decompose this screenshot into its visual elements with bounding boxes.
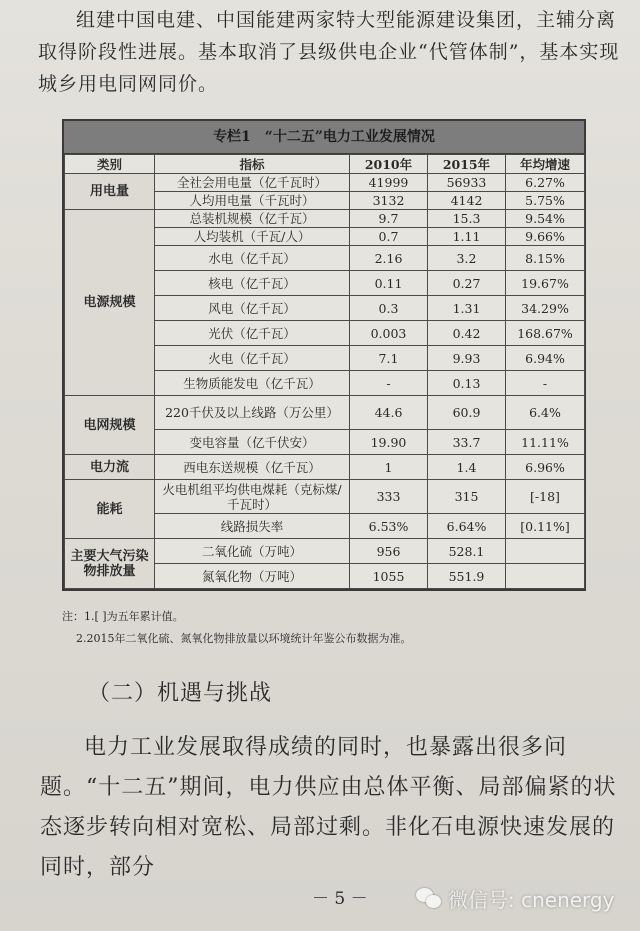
- value-2015: 528.1: [428, 539, 506, 564]
- value-2015: 56933: [428, 174, 506, 192]
- growth-cell: 11.11%: [506, 430, 585, 455]
- category-emissions: 主要大气污染物排放量: [65, 539, 155, 589]
- category-power-flow: 电力流: [65, 455, 155, 480]
- indicator-cell: 光伏（亿千瓦）: [155, 321, 350, 346]
- value-2010: 1: [350, 455, 428, 480]
- header-category: 类别: [65, 155, 155, 174]
- indicator-cell: 全社会用电量（亿千瓦时）: [155, 174, 350, 192]
- wechat-watermark: [416, 884, 614, 913]
- growth-cell: [0.11%]: [506, 514, 585, 539]
- table-row: [65, 455, 585, 480]
- category-electricity-use: 用电量: [65, 174, 155, 210]
- indicator-cell: 火电机组平均供电煤耗（克标煤/千瓦时）: [155, 480, 350, 514]
- growth-cell: -: [506, 371, 585, 396]
- data-table: [64, 154, 585, 589]
- table-notes: [62, 606, 412, 650]
- header-2015: 2015年: [428, 155, 506, 174]
- value-2010: 19.90: [350, 430, 428, 455]
- value-2015: 33.7: [428, 430, 506, 455]
- category-power-capacity: 电源规模: [65, 210, 155, 396]
- value-2010: 1055: [350, 564, 428, 589]
- value-2015: 6.64%: [428, 514, 506, 539]
- indicator-cell: 变电容量（亿千伏安）: [155, 430, 350, 455]
- table-row: [65, 174, 585, 192]
- indicator-cell: 二氧化硫（万吨）: [155, 539, 350, 564]
- growth-cell: 9.66%: [506, 228, 585, 246]
- power-industry-table: [62, 119, 586, 591]
- indicator-cell: 核电（亿千瓦）: [155, 271, 350, 296]
- value-2010: -: [350, 371, 428, 396]
- header-2010: 2010年: [350, 155, 428, 174]
- indicator-cell: 风电（亿千瓦）: [155, 296, 350, 321]
- table-row: [65, 480, 585, 514]
- value-2015: 551.9: [428, 564, 506, 589]
- indicator-cell: 火电（亿千瓦）: [155, 346, 350, 371]
- value-2015: 9.93: [428, 346, 506, 371]
- value-2010: 6.53%: [350, 514, 428, 539]
- value-2015: 0.13: [428, 371, 506, 396]
- value-2010: 333: [350, 480, 428, 514]
- growth-cell: [506, 539, 585, 564]
- indicator-cell: 生物质能发电（亿千瓦）: [155, 371, 350, 396]
- value-2010: 0.7: [350, 228, 428, 246]
- growth-cell: 34.29%: [506, 296, 585, 321]
- watermark-text: 微信号: cnenergy: [448, 888, 615, 912]
- page-number: － 5 －: [312, 889, 368, 909]
- indicator-cell: 220千伏及以上线路（万公里）: [155, 396, 350, 430]
- note-2: 2.2015年二氧化硫、氮氧化物排放量以环境统计年鉴公布数据为准。: [76, 632, 412, 645]
- growth-cell: 6.96%: [506, 455, 585, 480]
- growth-cell: 6.94%: [506, 346, 585, 371]
- value-2015: 0.42: [428, 321, 506, 346]
- value-2010: 956: [350, 539, 428, 564]
- value-2010: 7.1: [350, 346, 428, 371]
- table-title: 专栏1 “十二五”电力工业发展情况: [64, 121, 584, 154]
- value-2015: 60.9: [428, 396, 506, 430]
- indicator-cell: 氮氧化物（万吨）: [155, 564, 350, 589]
- growth-cell: 19.67%: [506, 271, 585, 296]
- value-2010: 0.3: [350, 296, 428, 321]
- value-2015: 0.27: [428, 271, 506, 296]
- wechat-icon: [416, 888, 442, 910]
- note-1: 注：1.[ ]为五年累计值。: [62, 610, 184, 623]
- body-paragraph: 电力工业发展取得成绩的同时，也暴露出很多问题。“十二五”期间，电力供应由总体平衡、局部偏紧的状态逐步转向相对宽松、局部过剩。非化石电源快速发展的同时，部分: [40, 735, 617, 880]
- growth-cell: 8.15%: [506, 246, 585, 271]
- header-growth: 年均增速: [506, 155, 585, 174]
- table-row: [65, 539, 585, 564]
- value-2010: 3132: [350, 192, 428, 210]
- value-2015: 1.31: [428, 296, 506, 321]
- value-2010: 0.11: [350, 271, 428, 296]
- growth-cell: 6.4%: [506, 396, 585, 430]
- growth-cell: 168.67%: [506, 321, 585, 346]
- value-2010: 44.6: [350, 396, 428, 430]
- growth-cell: [506, 564, 585, 589]
- value-2010: 9.7: [350, 210, 428, 228]
- growth-cell: [-18]: [506, 480, 585, 514]
- growth-cell: 9.54%: [506, 210, 585, 228]
- value-2015: 4142: [428, 192, 506, 210]
- table-row: [65, 396, 585, 430]
- table-row: [65, 210, 585, 228]
- indicator-cell: 总装机规模（亿千瓦）: [155, 210, 350, 228]
- value-2010: 0.003: [350, 321, 428, 346]
- value-2015: 3.2: [428, 246, 506, 271]
- indicator-cell: 西电东送规模（亿千瓦）: [155, 455, 350, 480]
- value-2015: 1.4: [428, 455, 506, 480]
- value-2010: 41999: [350, 174, 428, 192]
- header-indicator: 指标: [155, 155, 350, 174]
- value-2010: 2.16: [350, 246, 428, 271]
- section-heading: （二）机遇与挑战: [88, 681, 273, 706]
- indicator-cell: 人均装机（千瓦/人）: [155, 228, 350, 246]
- growth-cell: 5.75%: [506, 192, 585, 210]
- indicator-cell: 人均用电量（千瓦时）: [155, 192, 350, 210]
- indicator-cell: 线路损失率: [155, 514, 350, 539]
- value-2015: 315: [428, 480, 506, 514]
- category-energy-consumption: 能耗: [65, 480, 155, 539]
- category-grid-scale: 电网规模: [65, 396, 155, 455]
- indicator-cell: 水电（亿千瓦）: [155, 246, 350, 271]
- value-2015: 1.11: [428, 228, 506, 246]
- growth-cell: 6.27%: [506, 174, 585, 192]
- value-2015: 15.3: [428, 210, 506, 228]
- intro-paragraph: 组建中国电建、中国能建两家特大型能源建设集团，主辅分离取得阶段性进展。基本取消了县级供电企业“代管体制”，基本实现城乡用电同网同价。: [38, 9, 620, 95]
